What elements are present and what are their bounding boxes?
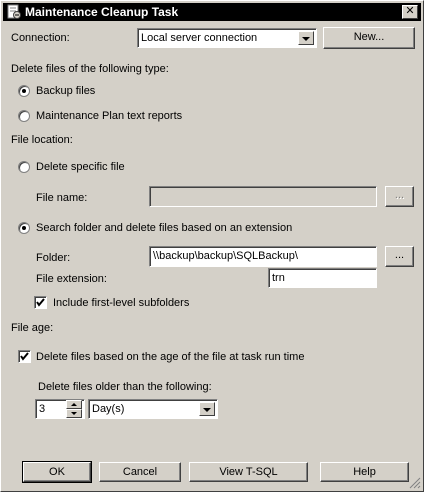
file-type-heading: Delete files of the following type:	[11, 63, 169, 75]
resize-grip-icon[interactable]	[409, 477, 421, 489]
spinner-buttons[interactable]	[66, 400, 82, 418]
file-extension-label: File extension:	[36, 273, 107, 285]
title-bar[interactable]	[3, 3, 421, 21]
file-name-label: File name:	[36, 192, 88, 204]
connection-combo[interactable]	[137, 28, 317, 48]
delete-by-age-checkbox[interactable]	[18, 350, 31, 363]
connection-label: Connection:	[11, 32, 70, 44]
include-subfolders-checkbox[interactable]	[34, 296, 47, 309]
backup-files-radio[interactable]	[18, 85, 30, 97]
new-connection-button[interactable]: New...	[323, 27, 415, 49]
file-location-heading: File location:	[11, 134, 73, 146]
text-reports-label[interactable]: Maintenance Plan text reports	[36, 110, 183, 122]
age-amount-stepper[interactable]	[35, 399, 85, 419]
delete-by-age-label[interactable]: Delete files based on the age of the file at task run time	[36, 351, 305, 363]
file-extension-input[interactable]	[268, 268, 377, 288]
search-folder-radio[interactable]	[18, 222, 30, 234]
checkmark-icon	[36, 298, 45, 307]
connection-value: Local server connection	[141, 32, 258, 44]
file-name-browse-button[interactable]: ...	[385, 186, 414, 207]
help-button[interactable]: Help	[320, 462, 409, 482]
file-extension-value: trn	[272, 272, 285, 284]
folder-browse-button[interactable]: ...	[385, 246, 414, 267]
window-title: Maintenance Cleanup Task	[25, 5, 179, 19]
search-folder-label[interactable]: Search folder and delete files based on an extension	[36, 222, 293, 234]
chevron-down-icon[interactable]	[66, 409, 82, 418]
view-tsql-button[interactable]: View T-SQL	[189, 462, 308, 482]
include-subfolders-label[interactable]: Include first-level subfolders	[53, 297, 190, 309]
ok-button[interactable]: OK	[23, 462, 91, 482]
file-name-input[interactable]	[149, 186, 377, 207]
older-than-label: Delete files older than the following:	[38, 381, 212, 393]
age-unit-value: Day(s)	[92, 403, 125, 415]
chevron-up-icon[interactable]	[66, 400, 82, 409]
task-icon	[6, 4, 22, 20]
chevron-down-icon[interactable]	[199, 402, 215, 416]
folder-input[interactable]	[149, 246, 377, 267]
cancel-button[interactable]: Cancel	[99, 462, 181, 482]
delete-specific-file-label[interactable]: Delete specific file	[36, 161, 125, 173]
close-icon: ✕	[405, 5, 415, 17]
chevron-down-icon[interactable]	[298, 31, 314, 45]
delete-specific-file-radio[interactable]	[18, 161, 30, 173]
file-age-heading: File age:	[11, 322, 54, 334]
folder-label: Folder:	[36, 252, 71, 264]
text-reports-radio[interactable]	[18, 110, 30, 122]
folder-value: \\backup\backup\SQLBackup\	[153, 250, 298, 262]
age-unit-combo[interactable]	[88, 399, 218, 419]
close-button[interactable]	[402, 5, 418, 19]
checkmark-icon	[20, 352, 29, 361]
backup-files-label[interactable]: Backup files	[36, 85, 96, 97]
age-amount-value: 3	[39, 403, 46, 415]
